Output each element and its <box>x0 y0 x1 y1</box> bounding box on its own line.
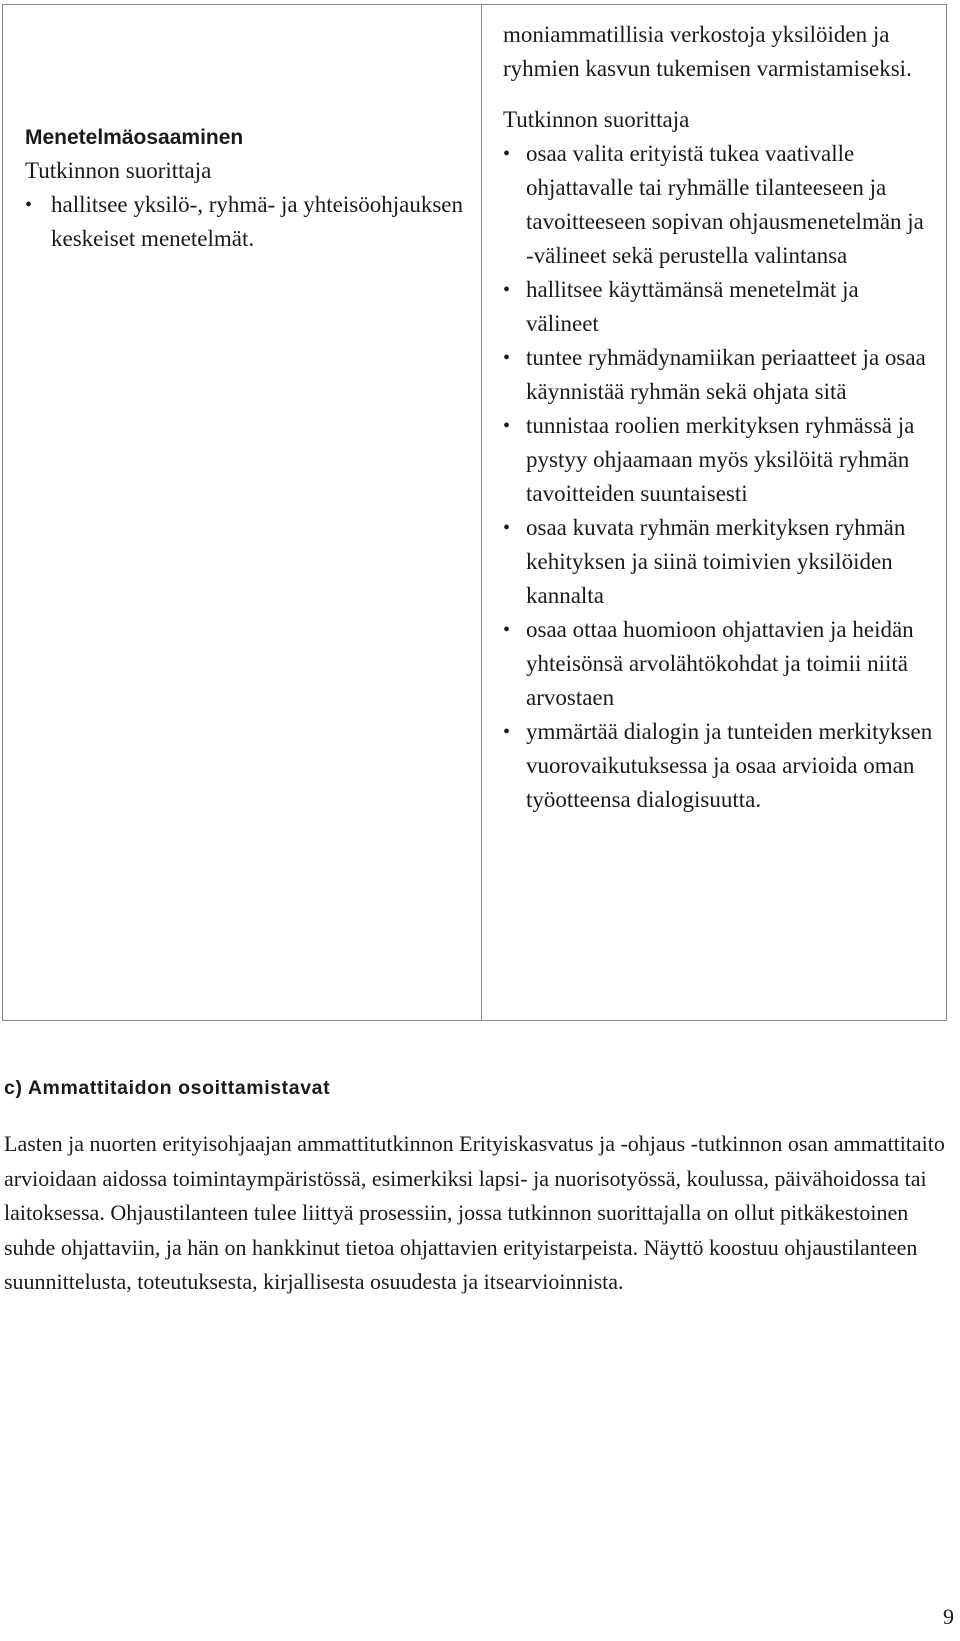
bullet-icon: • <box>25 194 33 216</box>
bullet-icon: • <box>503 721 511 743</box>
list-item-text: osaa kuvata ryhmän merkityksen ryhmän kehityksen ja siinä toimivien yksilöiden kannalta <box>526 515 906 608</box>
bullet-icon: • <box>503 143 511 165</box>
list-item <box>503 409 933 511</box>
bullet-icon: • <box>503 279 511 301</box>
list-item <box>503 613 933 715</box>
list-item-text: tunnistaa roolien merkityksen ryhmässä ja pystyy ohjaamaan myös yksilöitä ryhmän tavoitteiden suuntaisesti <box>526 413 915 506</box>
left-heading: Menetelmäosaaminen <box>25 126 244 149</box>
right-column <box>503 18 933 817</box>
list-item <box>25 188 465 256</box>
right-continuation: moniammatillisia verkostoja yksilöiden ja ryhmien kasvun tukemisen varmistamiseksi. <box>503 22 912 81</box>
list-item-text: tuntee ryhmädynamiikan periaatteet ja osaa käynnistää ryhmän sekä ohjata sitä <box>526 345 926 404</box>
column-divider <box>481 5 482 1020</box>
right-lead: Tutkinnon suorittaja <box>503 107 690 132</box>
list-item-text: hallitsee käyttämänsä menetelmät ja välineet <box>526 277 859 336</box>
bullet-icon: • <box>503 347 511 369</box>
list-item-text: osaa ottaa huomioon ohjattavien ja heidän yhteisönsä arvolähtökohdat ja toimii niitä arvostaen <box>526 617 914 710</box>
criteria-table <box>2 4 947 1021</box>
right-bullet-list <box>503 137 933 817</box>
section-heading: c) Ammattitaidon osoittamistavat <box>4 1077 331 1099</box>
list-item-text: ymmärtää dialogin ja tunteiden merkityksen vuorovaikutuksessa ja osaa arvioida oman työotteensa dialogisuutta. <box>526 719 933 812</box>
list-item-text: osaa valita erityistä tukea vaativalle ohjattavalle tai ryhmälle tilanteeseen ja tavoitteeseen sopivan ohjausmenetelmän ja -välineet sekä perustella valintansa <box>526 141 924 268</box>
list-item <box>503 341 933 409</box>
list-item <box>503 715 933 817</box>
left-column <box>25 121 465 256</box>
bullet-icon: • <box>503 619 511 641</box>
bullet-icon: • <box>503 517 511 539</box>
list-item <box>503 137 933 273</box>
section-c <box>4 1073 944 1300</box>
page-number: 9 <box>943 1604 954 1629</box>
left-bullet-list <box>25 188 465 256</box>
bullet-icon: • <box>503 415 511 437</box>
list-item <box>503 273 933 341</box>
section-body: Lasten ja nuorten erityisohjaajan ammattitutkinnon Erityiskasvatus ja -ohjaus -tutkinnon osan ammattitaito arvioidaan aidossa toimintaympäristössä, esimerkiksi lapsi- ja nuorisotyössä, koulussa, päivähoidossa tai laitoksessa. Ohjaustilanteen tulee liittyä prosessiin, jossa tutkinnon suorittajalla on ollut pitkäkestoinen suhde ohjattaviin, ja hän on hankkinut tietoa ohjattavien erityistarpeista. Näyttö koostuu ohjaustilanteen suunnittelusta, toteutuksesta, kirjallisesta osuudesta ja itsearvioinnista. <box>4 1131 945 1294</box>
list-item-text: hallitsee yksilö-, ryhmä- ja yhteisöohjauksen keskeiset menetelmät. <box>51 192 463 251</box>
left-lead: Tutkinnon suorittaja <box>25 158 212 183</box>
list-item <box>503 511 933 613</box>
